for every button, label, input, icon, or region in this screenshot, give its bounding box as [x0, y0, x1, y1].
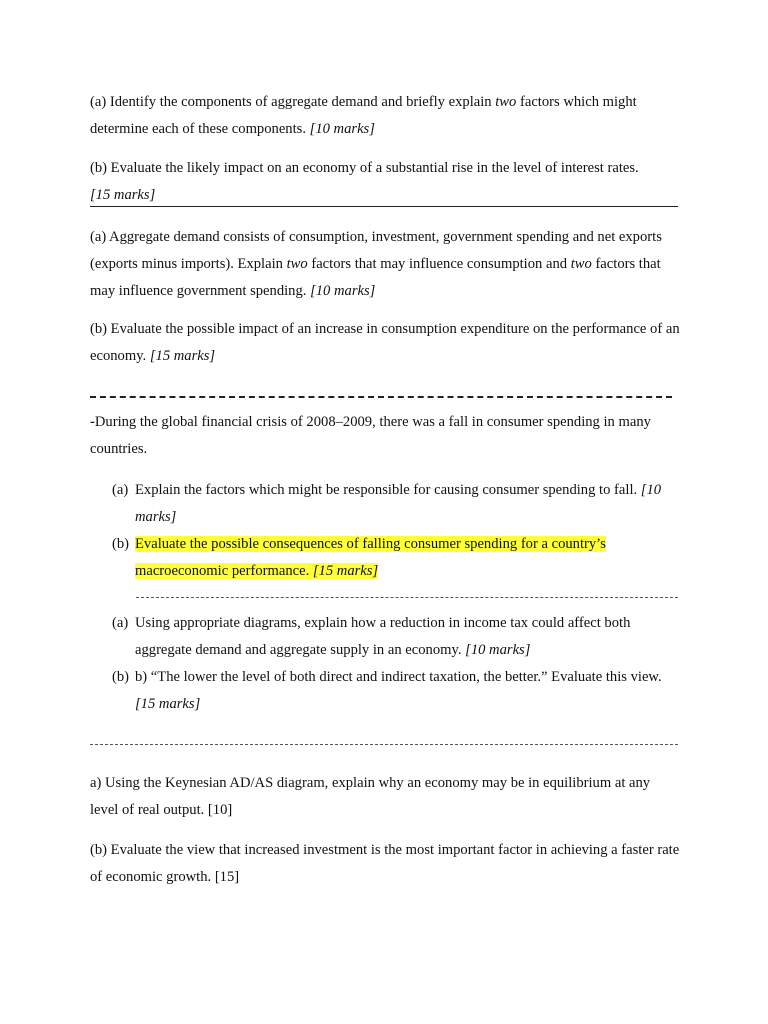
question-4-part-b — [112, 664, 682, 718]
q3-a-text: Explain the factors which might be responsible for causing consumer spending to fall. — [135, 482, 641, 498]
q2-a-emphasis-1: two — [286, 256, 308, 272]
q3-a-marks: [10 marks] — [135, 482, 662, 525]
question-5-part-a — [90, 770, 680, 824]
q3-b-marks: [15 marks] — [312, 563, 379, 579]
q1-b-marks: [15 marks] — [90, 187, 156, 203]
section-divider-dashed — [90, 744, 678, 745]
question-3-part-a — [112, 477, 682, 531]
q2-b-marks: [15 marks] — [149, 348, 216, 364]
q3-b-marker: (b) — [112, 536, 130, 552]
q2-a-text-mid: factors that may influence consumption and — [307, 256, 571, 272]
section-divider-bold-dashed — [90, 396, 672, 398]
q3-b-text: Evaluate the possible consequences of falling consumer spending for a country’s macroeconomic performance. — [135, 536, 606, 579]
question-1-part-a — [90, 89, 680, 143]
q4-b-text: b) “The lower the level of both direct and indirect taxation, the better.” Evaluate this view. — [135, 669, 662, 685]
section-divider-solid — [90, 206, 678, 207]
question-5-part-b — [90, 837, 680, 891]
q4-b-marker: (b) — [112, 669, 130, 685]
q1-b-text: (b) Evaluate the likely impact on an economy of a substantial rise in the level of interest rates. — [90, 160, 639, 176]
q4-a-marks: [10 marks] — [465, 642, 531, 658]
q1-a-marks: [10 marks] — [309, 121, 375, 137]
q2-a-emphasis-2: two — [570, 256, 592, 272]
q5-b-text: (b) Evaluate the view that increased investment is the most important factor in achieving a faster rate of economic growth. [15] — [90, 842, 680, 885]
question-3-parts — [112, 477, 682, 585]
question-4-parts — [112, 610, 682, 718]
q4-a-text: Using appropriate diagrams, explain how a reduction in income tax could affect both aggregate demand and aggregate supply in an economy. — [135, 615, 631, 658]
question-3-part-b — [112, 531, 682, 585]
q2-a-text-end: factors that may influence government spending. — [90, 256, 661, 299]
q1-a-text-start: (a) Identify the components of aggregate demand and briefly explain — [90, 94, 496, 110]
subsection-divider-dashed — [136, 597, 678, 598]
question-4-part-a — [112, 610, 682, 664]
question-3-intro — [90, 409, 680, 463]
q2-b-text: (b) Evaluate the possible impact of an increase in consumption expenditure on the performance of an economy. — [90, 321, 680, 364]
q2-a-marks: [10 marks] — [310, 283, 376, 299]
q1-a-emphasis: two — [495, 94, 517, 110]
question-1-part-b — [90, 155, 680, 209]
q4-a-marker: (a) — [112, 615, 129, 631]
q2-a-text-start: (a) Aggregate demand consists of consumption, investment, government spending and net exports (exports minus imports). Explain — [90, 229, 662, 272]
highlighted-text — [135, 536, 606, 579]
q3-dash: - — [90, 414, 95, 430]
q5-a-text: a) Using the Keynesian AD/AS diagram, explain why an economy may be in equilibrium at any level of real output. [10] — [90, 775, 651, 818]
q4-b-marks: [15 marks] — [135, 696, 201, 712]
question-2-part-a — [90, 224, 680, 305]
question-2-part-b — [90, 316, 680, 370]
q1-a-text-end: factors which might determine each of these components. — [90, 94, 637, 137]
q3-intro-text: During the global financial crisis of 2008–2009, there was a fall in consumer spending in many countries. — [90, 414, 651, 457]
q3-a-marker: (a) — [112, 482, 129, 498]
